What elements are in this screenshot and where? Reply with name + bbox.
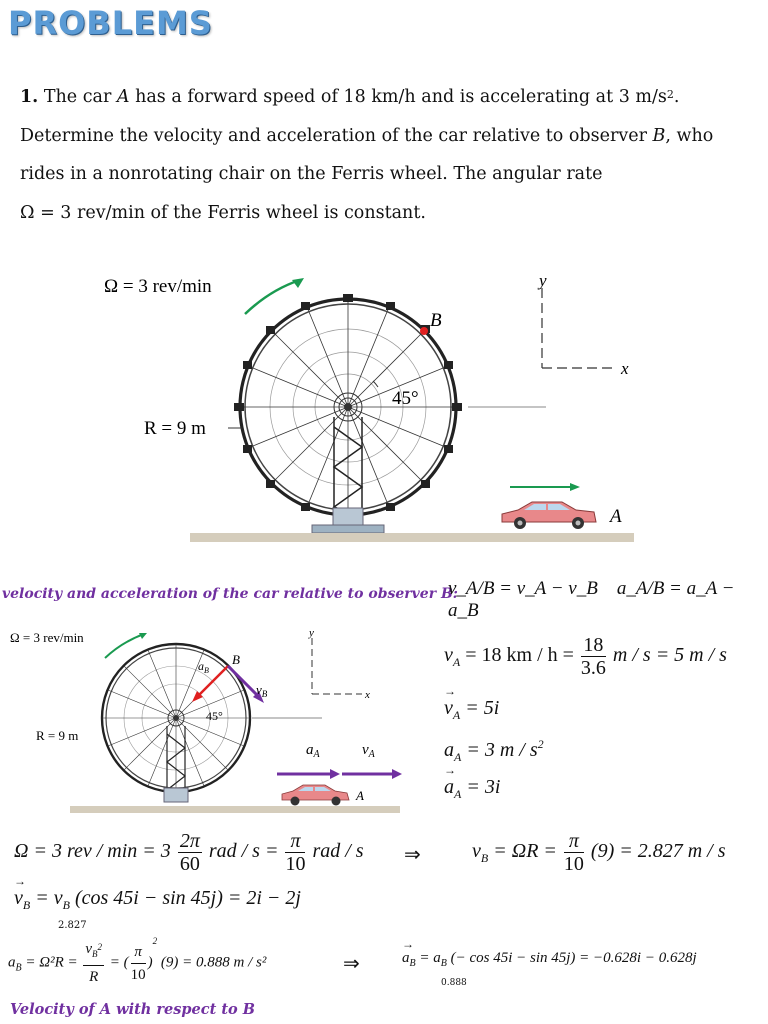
omega-label: Ω = 3 rev/min bbox=[104, 276, 212, 297]
vB-vector-equation: → $v_B = v_B$ (cos 45i − sin 45j) = 2i − 2j bbox=[14, 887, 301, 913]
ground-2 bbox=[70, 806, 400, 813]
radius-label: R = 9 m bbox=[144, 418, 206, 439]
point-b-marker bbox=[420, 327, 428, 335]
vA-vector-equation: → $v_A = 5i$ bbox=[444, 697, 499, 723]
wheel-structure bbox=[234, 294, 462, 518]
car-label: A bbox=[116, 87, 130, 107]
car-icon bbox=[502, 502, 596, 529]
velocity-relation: v_A/B = v_A − v_B bbox=[448, 578, 598, 599]
vA-equation: $v_A = 18$ km / h = $\frac{18}{3.6}$ m / s = 5 m / s bbox=[444, 634, 727, 679]
page-heading: PROBLEMS bbox=[8, 4, 213, 42]
vB-label: $v_B$ bbox=[256, 682, 268, 699]
problem-number: 1. bbox=[20, 87, 39, 107]
superscript: 2 bbox=[666, 88, 674, 101]
aB-label: $a_B$ bbox=[198, 659, 209, 675]
angle-label-2: 45° bbox=[206, 709, 223, 723]
aB-magnitude-equation: $a_B = \Omega^2R$ = $\frac{v_B^2}{R}$ = ( $\frac{\pi}{10}$ )$^2$ (9) = 0.888 m / s² bbox=[8, 936, 267, 985]
vB-brace-value: 2.827 bbox=[58, 920, 87, 931]
ferris-wheel-figure bbox=[100, 262, 660, 542]
vA-label: $v_A$ bbox=[362, 742, 375, 760]
relative-equations bbox=[448, 578, 768, 622]
aA-label: $a_A$ bbox=[306, 742, 320, 760]
problem-text: rides in a nonrotating chair on the Ferris wheel. The angular rate bbox=[20, 164, 603, 184]
omega-label-2: Ω = 3 rev/min bbox=[10, 630, 84, 645]
point-b-label: B bbox=[430, 310, 442, 331]
problem-statement bbox=[20, 78, 734, 232]
implies-arrow-1: ⇒ bbox=[404, 844, 421, 866]
radius-label-2: R = 9 m bbox=[36, 728, 79, 743]
problem-text: Determine the velocity and acceleration of the car relative to observer bbox=[20, 125, 653, 146]
angle-label: 45° bbox=[392, 388, 419, 409]
x-axis-label: x bbox=[621, 359, 629, 378]
point-a-label-2: A bbox=[356, 788, 364, 803]
problem-text: , who bbox=[665, 125, 714, 146]
problem-text: has a forward speed of 18 km/h and is accelerating at 3 m/s bbox=[129, 87, 667, 107]
ground bbox=[190, 533, 634, 542]
observer-label: B bbox=[652, 125, 666, 146]
aA-equation: $a_A = 3$ m / $s^2$ bbox=[444, 737, 544, 764]
implies-arrow-2: ⇒ bbox=[343, 953, 360, 975]
problem-text: . bbox=[673, 87, 680, 107]
x-axis-label-2: x bbox=[365, 689, 370, 701]
footer-heading: Velocity of A with respect to B bbox=[10, 1001, 256, 1018]
point-b-label-2: B bbox=[232, 652, 240, 667]
acceleration-relation: a_A/B = a_A − a_B bbox=[448, 578, 735, 621]
y-axis-label: y bbox=[539, 271, 547, 290]
ferris-wheel-figure-2 bbox=[0, 622, 420, 822]
problem-text: Ω = 3 rev/min of the Ferris wheel is constant. bbox=[20, 202, 426, 223]
omega-equation: Ω = 3 rev / min = 3 $\frac{2\pi}{60}$ rad / s = $\frac{\pi}{10}$ rad / s bbox=[14, 830, 364, 875]
point-a-label: A bbox=[610, 506, 622, 527]
y-axis-label-2: y bbox=[309, 627, 314, 639]
aB-vector-equation: → $a_B = a_B$ (− cos 45i − sin 45j) = −0.628i − 0.628j bbox=[402, 950, 697, 969]
solution-lead: velocity and acceleration of the car relative to observer B: bbox=[2, 586, 458, 602]
aA-vector-equation: → $a_A = 3i$ bbox=[444, 776, 500, 802]
vB-magnitude-equation: $v_B = \Omega R$ = $\frac{\pi}{10}$ (9) = 2.827 m / s bbox=[472, 830, 726, 875]
aB-brace-value: 0.888 bbox=[441, 978, 467, 988]
problem-text: The car bbox=[43, 87, 117, 107]
car-icon-2 bbox=[282, 785, 349, 806]
rotation-arrow bbox=[245, 280, 300, 314]
